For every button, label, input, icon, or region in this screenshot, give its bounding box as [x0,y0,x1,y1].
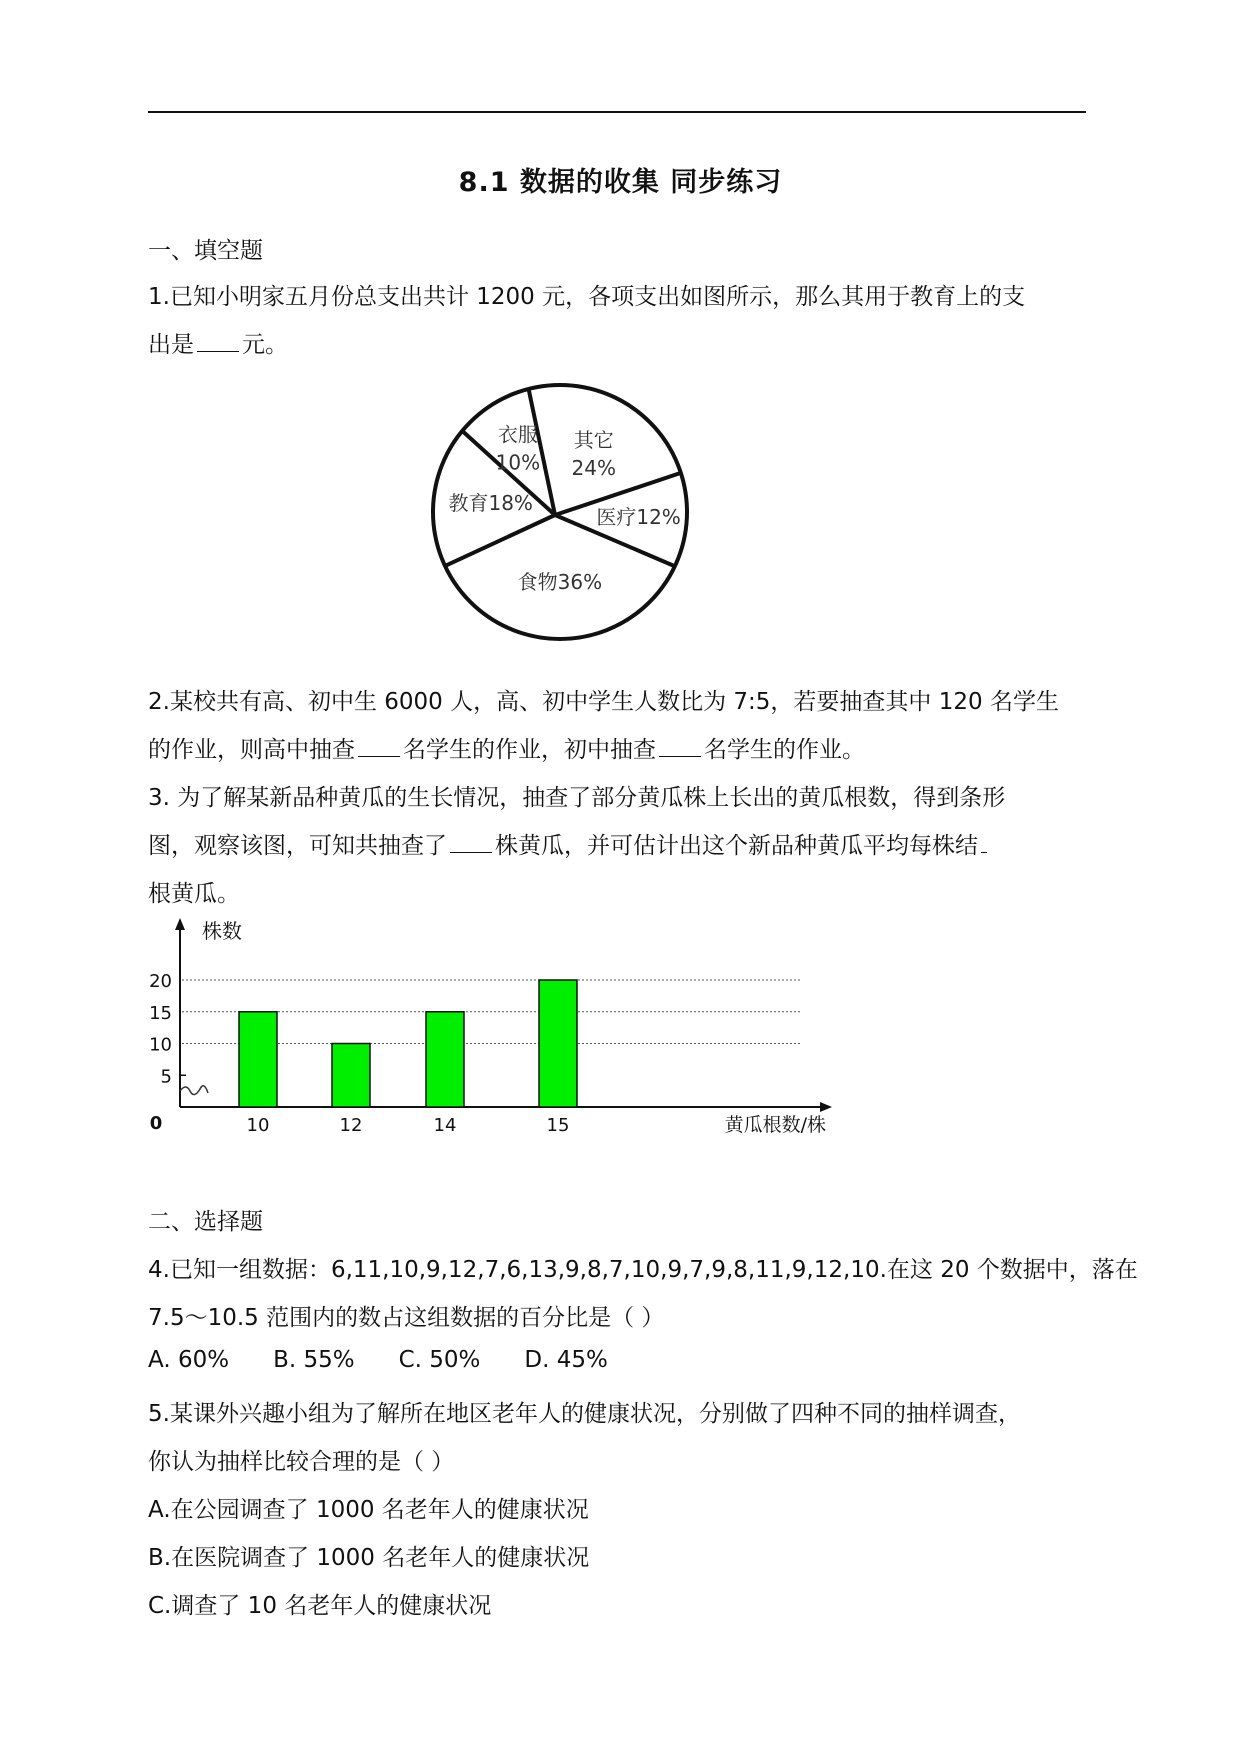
q3-answer-blank-2[interactable] [981,851,987,853]
q1-text-a: 出是 [148,332,194,358]
q1-text-b: 元。 [242,332,288,358]
pie-slice-percent: 24% [571,455,616,480]
x-tick-label: 14 [433,1115,457,1136]
bar-15 [539,980,577,1107]
q5-option-c[interactable]: C.调查了 10 名老年人的健康状况 [148,1593,492,1619]
q3-text-a: 图，观察该图，可知共抽查了 [148,833,447,859]
q5-line-2: 你认为抽样比较合理的是（ ） [148,1449,455,1475]
q2-line-2 [148,731,1088,764]
q5-option-b[interactable]: B.在医院调查了 1000 名老年人的健康状况 [148,1545,590,1571]
q2-answer-blank-1[interactable] [358,755,400,757]
x-tick-label: 15 [546,1115,570,1136]
q4-line-2: 7.5～10.5 范围内的数占这组数据的百分比是（ ） [148,1305,665,1331]
q3-answer-blank-1[interactable] [450,851,492,853]
x-axis-title: 黄瓜根数/株 [724,1114,826,1136]
x-tick-label: 12 [339,1115,363,1136]
pie-slice-label [572,428,616,480]
q4-option-b[interactable]: B. 55% [273,1347,355,1373]
pie-slice-label: 食物36% [517,569,603,594]
pie-divider-4 [445,515,555,566]
q3-line-2 [148,827,1088,860]
q4-option-a[interactable]: A. 60% [148,1347,230,1373]
q5-option-a[interactable]: A.在公园调查了 1000 名老年人的健康状况 [148,1497,589,1523]
pie-group [433,385,687,639]
x-tick-label: 10 [246,1115,270,1136]
q2-text-c: 名学生的作业。 [704,737,865,763]
pie-slice-category: 衣服 [497,422,538,447]
q4-line-1: 4.已知一组数据：6,11,10,9,12,7,6,13,9,8,7,10,9,7,9,8,11,9,12,10.在这 20 个数据中，落在 [148,1257,1138,1283]
bar-10 [239,1012,277,1107]
q2-answer-blank-2[interactable] [659,755,701,757]
header-rule [148,111,1086,113]
pie-slice-category: 其它 [573,427,614,452]
q1-answer-blank[interactable] [197,350,239,352]
q3-line-1: 3. 为了解某新品种黄瓜的生长情况，抽查了部分黄瓜株上长出的黄瓜根数，得到条形 [148,785,1006,811]
q2-line-1: 2.某校共有高、初中生 6000 人，高、初中学生人数比为 7:5，若要抽查其中 120 名学生 [148,689,1059,715]
q1-line-1: 1.已知小明家五月份总支出共计 1200 元，各项支出如图所示，那么其用于教育上的支 [148,284,1026,310]
y-axis-title: 株数 [202,919,242,943]
document-title: 8.1 数据的收集 同步练习 [458,167,783,198]
origin-label: 0 [149,1113,163,1134]
pie-slice-percent: 10% [495,450,541,475]
y-tick-label: 20 [149,971,172,992]
y-axis-arrow [175,918,185,930]
y-tick-label: 15 [149,1002,172,1024]
bar-14 [426,1012,464,1107]
expense-pie-chart [420,372,700,652]
q4-option-d[interactable]: D. 45% [524,1347,608,1373]
bar-chart-group [149,918,832,1136]
q2-text-a: 的作业，则高中抽查 [148,737,355,763]
x-axis-arrow [820,1102,832,1112]
pie-slice-label: 医疗12% [596,505,681,530]
bar-12 [332,1044,370,1108]
section-heading-choice: 二、选择题 [148,1209,263,1235]
q3-line-3: 根黄瓜。 [148,881,240,907]
y-tick-label: 5 [160,1066,172,1088]
section-heading-fill-in: 一、填空题 [148,238,263,264]
q4-option-c[interactable]: C. 50% [398,1347,481,1373]
q3-text-b: 株黄瓜，并可估计出这个新品种黄瓜平均每株结 [495,833,978,859]
y-tick-label: 10 [149,1034,172,1056]
pie-slice-label: 教育18% [448,491,533,516]
cucumber-bar-chart [140,900,860,1155]
q5-line-1: 5.某课外兴趣小组为了解所在地区老年人的健康状况，分别做了四种不同的抽样调查， [148,1401,1021,1427]
q4-options [148,1347,1088,1373]
q1-line-2 [148,326,1088,359]
pie-slice-label [496,422,540,474]
q2-text-b: 名学生的作业，初中抽查 [403,737,656,763]
axis-break-mark [180,1086,208,1095]
